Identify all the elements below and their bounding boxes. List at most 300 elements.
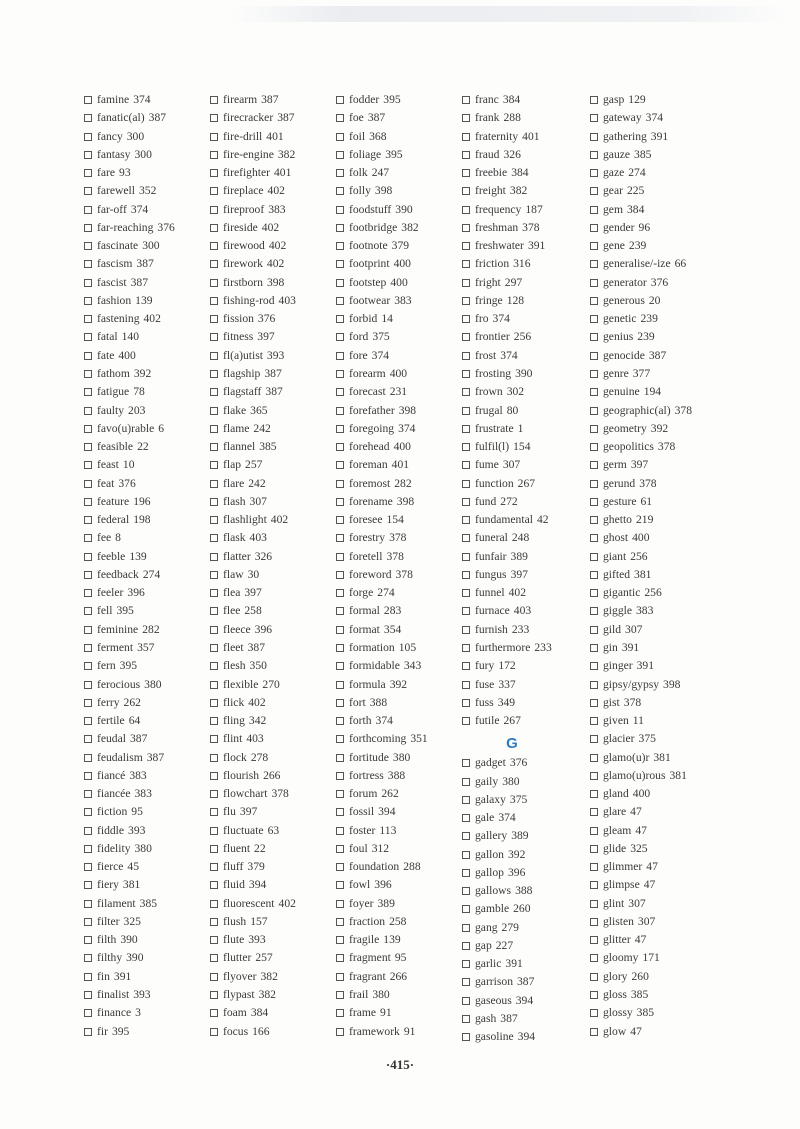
checkbox[interactable] (210, 260, 218, 268)
checkbox[interactable] (210, 881, 218, 889)
checkbox[interactable] (210, 607, 218, 615)
checkbox[interactable] (210, 973, 218, 981)
checkbox[interactable] (462, 1015, 470, 1023)
checkbox[interactable] (210, 754, 218, 762)
checkbox[interactable] (336, 534, 344, 542)
checkbox[interactable] (336, 662, 344, 670)
checkbox[interactable] (84, 790, 92, 798)
checkbox[interactable] (336, 900, 344, 908)
checkbox[interactable] (210, 589, 218, 597)
checkbox[interactable] (336, 881, 344, 889)
checkbox[interactable] (210, 187, 218, 195)
entry-word: glamo(u)r (603, 750, 650, 764)
checkbox[interactable] (84, 936, 92, 944)
checkbox[interactable] (336, 571, 344, 579)
checkbox[interactable] (336, 480, 344, 488)
checkbox[interactable] (84, 516, 92, 524)
checkbox[interactable] (336, 370, 344, 378)
checkbox[interactable] (590, 425, 598, 433)
checkbox[interactable] (84, 772, 92, 780)
checkbox[interactable] (462, 534, 470, 542)
checkbox[interactable] (210, 151, 218, 159)
checkbox[interactable] (84, 571, 92, 579)
checkbox[interactable] (336, 845, 344, 853)
checkbox[interactable] (210, 114, 218, 122)
checkbox[interactable] (462, 644, 470, 652)
entry-word: freight (475, 184, 506, 198)
word-entry (336, 438, 464, 456)
checkbox[interactable] (336, 133, 344, 141)
checkbox[interactable] (210, 918, 218, 926)
checkbox[interactable] (84, 169, 92, 177)
checkbox[interactable] (84, 333, 92, 341)
checkbox[interactable] (590, 790, 598, 798)
checkbox[interactable] (336, 644, 344, 652)
checkbox[interactable] (210, 279, 218, 287)
checkbox[interactable] (590, 973, 598, 981)
checkbox[interactable] (462, 778, 470, 786)
checkbox[interactable] (336, 626, 344, 634)
checkbox[interactable] (84, 96, 92, 104)
checkbox[interactable] (210, 333, 218, 341)
checkbox[interactable] (462, 315, 470, 323)
checkbox[interactable] (210, 681, 218, 689)
checkbox[interactable] (590, 315, 598, 323)
checkbox[interactable] (210, 443, 218, 451)
checkbox[interactable] (210, 863, 218, 871)
checkbox[interactable] (590, 461, 598, 469)
checkbox[interactable] (336, 863, 344, 871)
checkbox[interactable] (336, 151, 344, 159)
checkbox[interactable] (590, 991, 598, 999)
entry-word: flush (223, 914, 247, 928)
checkbox[interactable] (336, 772, 344, 780)
entry-page: 11 (632, 714, 644, 728)
checkbox[interactable] (210, 315, 218, 323)
checkbox[interactable] (462, 114, 470, 122)
checkbox[interactable] (590, 881, 598, 889)
checkbox[interactable] (590, 114, 598, 122)
checkbox[interactable] (590, 772, 598, 780)
checkbox[interactable] (336, 754, 344, 762)
checkbox[interactable] (84, 461, 92, 469)
checkbox[interactable] (590, 553, 598, 561)
checkbox[interactable] (336, 333, 344, 341)
checkbox[interactable] (84, 553, 92, 561)
checkbox[interactable] (590, 151, 598, 159)
checkbox[interactable] (336, 808, 344, 816)
checkbox[interactable] (84, 352, 92, 360)
checkbox[interactable] (210, 242, 218, 250)
checkbox[interactable] (210, 644, 218, 652)
checkbox[interactable] (336, 553, 344, 561)
checkbox[interactable] (84, 717, 92, 725)
checkbox[interactable] (462, 942, 470, 950)
checkbox[interactable] (84, 425, 92, 433)
checkbox[interactable] (590, 169, 598, 177)
checkbox[interactable] (590, 644, 598, 652)
checkbox[interactable] (590, 96, 598, 104)
entry-word: forthcoming (349, 732, 407, 746)
checkbox[interactable] (590, 754, 598, 762)
entry-word: federal (97, 513, 130, 527)
checkbox[interactable] (336, 206, 344, 214)
checkbox[interactable] (210, 571, 218, 579)
entry-page: 387 (277, 111, 295, 125)
checkbox[interactable] (462, 443, 470, 451)
checkbox[interactable] (336, 1028, 344, 1036)
checkbox[interactable] (336, 954, 344, 962)
checkbox[interactable] (462, 224, 470, 232)
checkbox[interactable] (336, 96, 344, 104)
checkbox[interactable] (336, 260, 344, 268)
checkbox[interactable] (590, 206, 598, 214)
checkbox[interactable] (462, 242, 470, 250)
checkbox[interactable] (590, 918, 598, 926)
checkbox[interactable] (590, 443, 598, 451)
checkbox[interactable] (462, 796, 470, 804)
checkbox[interactable] (336, 918, 344, 926)
checkbox[interactable] (336, 827, 344, 835)
checkbox[interactable] (336, 461, 344, 469)
checkbox[interactable] (84, 388, 92, 396)
entry-page: 383 (134, 787, 152, 801)
checkbox[interactable] (590, 297, 598, 305)
checkbox[interactable] (210, 772, 218, 780)
entry-word: firecracker (223, 111, 274, 125)
entry-word: galaxy (475, 792, 506, 806)
checkbox[interactable] (590, 242, 598, 250)
checkbox[interactable] (210, 480, 218, 488)
checkbox[interactable] (462, 997, 470, 1005)
entry-word: flake (223, 403, 247, 417)
entry-page: 283 (383, 604, 402, 618)
checkbox[interactable] (462, 388, 470, 396)
checkbox[interactable] (210, 991, 218, 999)
checkbox[interactable] (462, 96, 470, 104)
entry-word: fatal (97, 330, 118, 344)
checkbox[interactable] (462, 187, 470, 195)
checkbox[interactable] (336, 388, 344, 396)
word-entry (84, 328, 212, 346)
checkbox[interactable] (84, 662, 92, 670)
checkbox[interactable] (590, 863, 598, 871)
checkbox[interactable] (590, 187, 598, 195)
checkbox[interactable] (336, 1009, 344, 1017)
checkbox[interactable] (462, 905, 470, 913)
checkbox[interactable] (210, 662, 218, 670)
checkbox[interactable] (462, 333, 470, 341)
checkbox[interactable] (210, 735, 218, 743)
checkbox[interactable] (462, 1033, 470, 1041)
checkbox[interactable] (210, 352, 218, 360)
checkbox[interactable] (462, 498, 470, 506)
entry-word: feast (97, 458, 119, 472)
checkbox[interactable] (336, 297, 344, 305)
entry-word: glare (603, 805, 627, 819)
checkbox[interactable] (462, 960, 470, 968)
checkbox[interactable] (462, 151, 470, 159)
checkbox[interactable] (210, 425, 218, 433)
checkbox[interactable] (590, 498, 598, 506)
checkbox[interactable] (84, 315, 92, 323)
checkbox[interactable] (84, 279, 92, 287)
checkbox[interactable] (462, 832, 470, 840)
checkbox[interactable] (84, 297, 92, 305)
word-entry (336, 876, 464, 894)
checkbox[interactable] (462, 571, 470, 579)
checkbox[interactable] (84, 1009, 92, 1017)
checkbox[interactable] (84, 589, 92, 597)
checkbox[interactable] (462, 297, 470, 305)
checkbox[interactable] (462, 851, 470, 859)
checkbox[interactable] (84, 607, 92, 615)
entry-page: 297 (504, 275, 523, 289)
checkbox[interactable] (590, 735, 598, 743)
checkbox[interactable] (336, 790, 344, 798)
checkbox[interactable] (210, 169, 218, 177)
entry-word: glossy (603, 1006, 633, 1020)
checkbox[interactable] (336, 717, 344, 725)
checkbox[interactable] (210, 790, 218, 798)
checkbox[interactable] (336, 991, 344, 999)
checkbox[interactable] (210, 936, 218, 944)
word-entry (210, 529, 338, 547)
checkbox[interactable] (84, 407, 92, 415)
checkbox[interactable] (84, 735, 92, 743)
checkbox[interactable] (84, 206, 92, 214)
checkbox[interactable] (462, 924, 470, 932)
word-entry (462, 864, 590, 882)
checkbox[interactable] (590, 571, 598, 579)
checkbox[interactable] (462, 717, 470, 725)
checkbox[interactable] (590, 260, 598, 268)
checkbox[interactable] (590, 388, 598, 396)
word-entry (210, 219, 338, 237)
checkbox[interactable] (462, 887, 470, 895)
checkbox[interactable] (590, 681, 598, 689)
checkbox[interactable] (462, 206, 470, 214)
checkbox[interactable] (84, 900, 92, 908)
entry-page: 385 (139, 896, 158, 910)
checkbox[interactable] (462, 589, 470, 597)
checkbox[interactable] (462, 279, 470, 287)
checkbox[interactable] (462, 370, 470, 378)
checkbox[interactable] (336, 498, 344, 506)
checkbox[interactable] (462, 553, 470, 561)
checkbox[interactable] (590, 954, 598, 962)
checkbox[interactable] (590, 589, 598, 597)
checkbox[interactable] (84, 754, 92, 762)
checkbox[interactable] (84, 699, 92, 707)
checkbox[interactable] (462, 869, 470, 877)
checkbox[interactable] (210, 626, 218, 634)
checkbox[interactable] (210, 133, 218, 141)
checkbox[interactable] (336, 936, 344, 944)
checkbox[interactable] (336, 352, 344, 360)
checkbox[interactable] (210, 96, 218, 104)
word-entry (84, 529, 212, 547)
checkbox[interactable] (590, 516, 598, 524)
entry-word: fort (349, 695, 366, 709)
word-entry (590, 694, 718, 712)
checkbox[interactable] (462, 260, 470, 268)
checkbox[interactable] (336, 681, 344, 689)
checkbox[interactable] (590, 534, 598, 542)
entry-page: 374 (375, 714, 393, 728)
checkbox[interactable] (462, 699, 470, 707)
checkbox[interactable] (84, 918, 92, 926)
checkbox[interactable] (336, 315, 344, 323)
checkbox[interactable] (84, 681, 92, 689)
checkbox[interactable] (590, 717, 598, 725)
checkbox[interactable] (462, 133, 470, 141)
entry-word: gathering (603, 129, 647, 143)
checkbox[interactable] (210, 808, 218, 816)
checkbox[interactable] (462, 461, 470, 469)
checkbox[interactable] (210, 954, 218, 962)
checkbox[interactable] (336, 607, 344, 615)
entry-word: fling (223, 714, 245, 728)
checkbox[interactable] (84, 498, 92, 506)
checkbox[interactable] (462, 978, 470, 986)
checkbox[interactable] (462, 169, 470, 177)
checkbox[interactable] (336, 589, 344, 597)
checkbox[interactable] (590, 662, 598, 670)
checkbox[interactable] (84, 480, 92, 488)
word-entry (336, 657, 464, 675)
checkbox[interactable] (336, 224, 344, 232)
checkbox[interactable] (84, 881, 92, 889)
checkbox[interactable] (336, 169, 344, 177)
checkbox[interactable] (590, 607, 598, 615)
checkbox[interactable] (84, 370, 92, 378)
checkbox[interactable] (210, 827, 218, 835)
checkbox[interactable] (84, 114, 92, 122)
checkbox[interactable] (84, 133, 92, 141)
word-entry (84, 164, 212, 182)
checkbox[interactable] (462, 607, 470, 615)
checkbox[interactable] (462, 425, 470, 433)
checkbox[interactable] (210, 206, 218, 214)
checkbox[interactable] (210, 224, 218, 232)
checkbox[interactable] (84, 991, 92, 999)
checkbox[interactable] (210, 297, 218, 305)
checkbox[interactable] (84, 224, 92, 232)
checkbox[interactable] (84, 863, 92, 871)
entry-page: 383 (129, 768, 147, 782)
checkbox[interactable] (84, 443, 92, 451)
checkbox[interactable] (590, 279, 598, 287)
checkbox[interactable] (462, 681, 470, 689)
checkbox[interactable] (336, 516, 344, 524)
checkbox[interactable] (462, 662, 470, 670)
checkbox[interactable] (590, 900, 598, 908)
word-entry (590, 949, 718, 967)
checkbox[interactable] (210, 845, 218, 853)
checkbox[interactable] (84, 1028, 92, 1036)
checkbox[interactable] (210, 1009, 218, 1017)
checkbox[interactable] (336, 443, 344, 451)
checkbox[interactable] (590, 827, 598, 835)
checkbox[interactable] (590, 224, 598, 232)
word-entry (336, 584, 464, 602)
checkbox[interactable] (590, 1009, 598, 1017)
checkbox[interactable] (462, 352, 470, 360)
checkbox[interactable] (210, 534, 218, 542)
checkbox[interactable] (590, 1028, 598, 1036)
checkbox[interactable] (590, 808, 598, 816)
checkbox[interactable] (84, 151, 92, 159)
entry-page: 388 (387, 768, 406, 782)
checkbox[interactable] (336, 425, 344, 433)
checkbox[interactable] (84, 260, 92, 268)
checkbox[interactable] (210, 553, 218, 561)
entry-word: fraud (475, 147, 500, 161)
checkbox[interactable] (84, 534, 92, 542)
checkbox[interactable] (590, 333, 598, 341)
checkbox[interactable] (336, 973, 344, 981)
checkbox[interactable] (590, 936, 598, 944)
checkbox[interactable] (462, 759, 470, 767)
checkbox[interactable] (210, 717, 218, 725)
checkbox[interactable] (336, 187, 344, 195)
checkbox[interactable] (210, 699, 218, 707)
checkbox[interactable] (84, 626, 92, 634)
checkbox[interactable] (84, 827, 92, 835)
checkbox[interactable] (210, 498, 218, 506)
word-entry (462, 846, 590, 864)
checkbox[interactable] (336, 114, 344, 122)
checkbox[interactable] (462, 516, 470, 524)
checkbox[interactable] (210, 370, 218, 378)
checkbox[interactable] (210, 461, 218, 469)
checkbox[interactable] (336, 699, 344, 707)
checkbox[interactable] (590, 352, 598, 360)
checkbox[interactable] (590, 407, 598, 415)
checkbox[interactable] (590, 845, 598, 853)
entry-word: flagstaff (223, 385, 262, 399)
checkbox[interactable] (84, 187, 92, 195)
checkbox[interactable] (590, 370, 598, 378)
checkbox[interactable] (336, 407, 344, 415)
checkbox[interactable] (462, 407, 470, 415)
checkbox[interactable] (210, 407, 218, 415)
checkbox[interactable] (210, 1028, 218, 1036)
checkbox[interactable] (336, 242, 344, 250)
entry-page: 302 (506, 385, 525, 399)
checkbox[interactable] (84, 644, 92, 652)
checkbox[interactable] (84, 242, 92, 250)
checkbox[interactable] (210, 900, 218, 908)
checkbox[interactable] (590, 133, 598, 141)
checkbox[interactable] (210, 388, 218, 396)
checkbox[interactable] (84, 808, 92, 816)
checkbox[interactable] (462, 480, 470, 488)
checkbox[interactable] (84, 845, 92, 853)
checkbox[interactable] (336, 735, 344, 743)
checkbox[interactable] (590, 480, 598, 488)
entry-page: 387 (500, 1012, 518, 1026)
checkbox[interactable] (462, 814, 470, 822)
checkbox[interactable] (590, 699, 598, 707)
checkbox[interactable] (84, 973, 92, 981)
checkbox[interactable] (210, 516, 218, 524)
checkbox[interactable] (336, 279, 344, 287)
checkbox[interactable] (462, 626, 470, 634)
checkbox[interactable] (84, 954, 92, 962)
checkbox[interactable] (590, 626, 598, 634)
